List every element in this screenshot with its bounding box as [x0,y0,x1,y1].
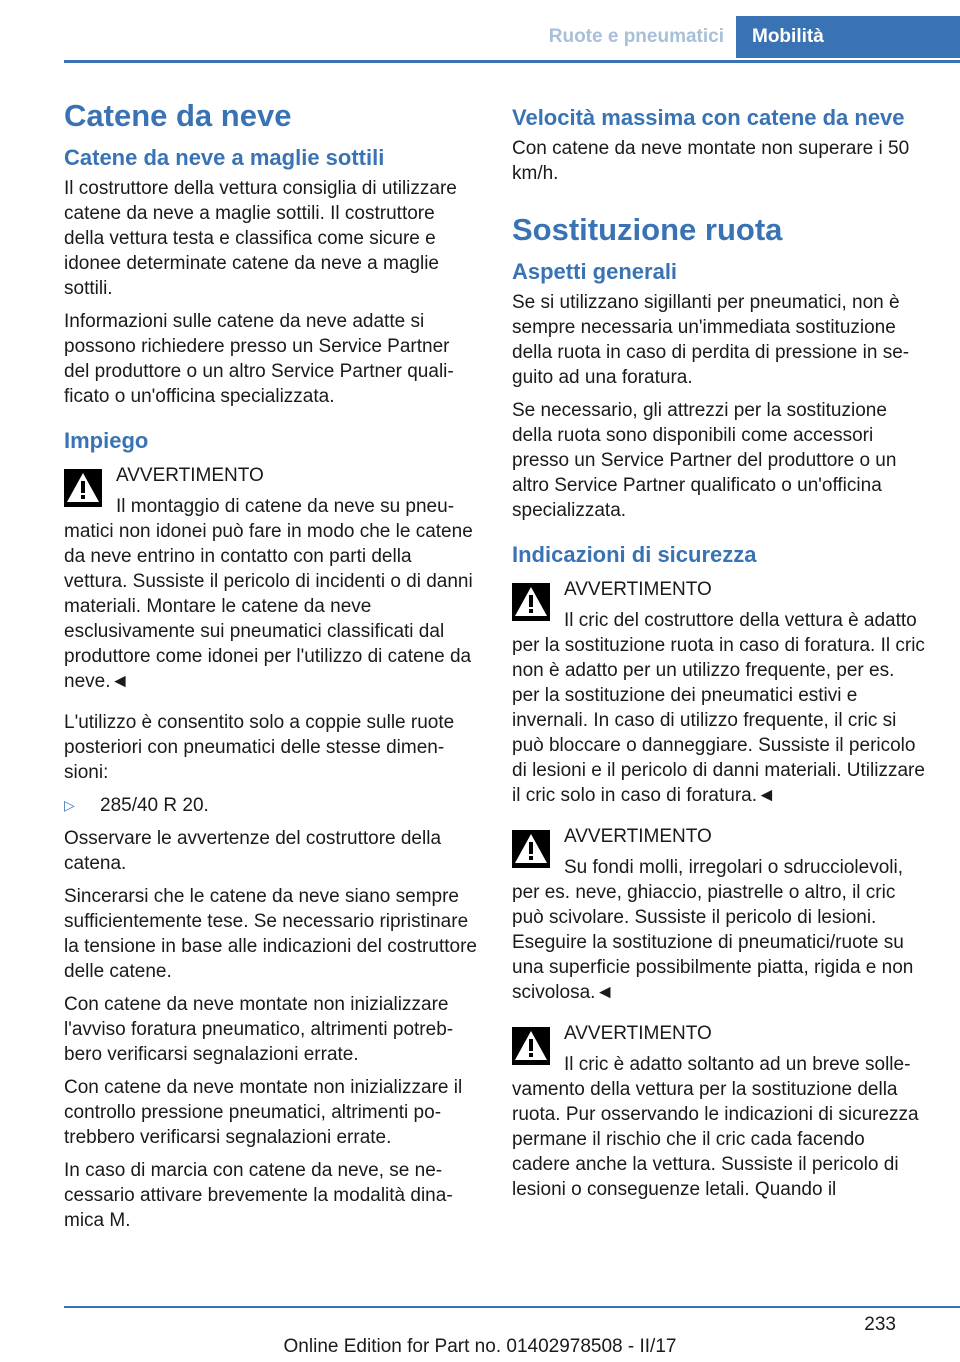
heading-velocita-massima: Velocità massima con catene da neve [512,105,905,130]
heading-indicazioni-sicurezza: Indicazioni di sicurezza [512,542,757,567]
warning-text: Il montaggio di catene da neve su pneumatici non idonei può fare in modo che le catene da neve entrino in contatto con parti della vettura. Sussiste il pericolo di incidenti o di danni materiali. Montare le catene da neve esclusivamente sui pneumatici classificati dal produttore come idonei per l'utilizzo di catene da neve.◄ [64,496,473,692]
warning-title: AVVERTIMENTO [116,465,264,486]
heading-aspetti-generali: Aspetti generali [512,259,678,284]
heading-impiego: Impiego [64,428,149,453]
paragraph: Con catene da neve montate non superare i 50 km/h. [512,138,910,184]
list-item-text: 285/40 R 20. [100,795,209,816]
warning-title: AVVERTIMENTO [564,579,712,600]
page-number: 233 [864,1314,896,1335]
paragraph: L'utilizzo è consentito solo a coppie sulle ruote posteriori con pneumatici delle stesse dimensioni: [64,712,455,783]
footer-rule [64,1306,960,1308]
paragraph: Informazioni sulle catene da neve adatte si possono richiedere presso un Service Partner del produttore o un altro Service Partner qualificato o un'officina specializzata. [64,311,454,407]
warning-triangle-icon [64,469,102,507]
triangle-bullet-icon: ▷ [64,797,75,813]
list-item [64,793,478,818]
paragraph: Il costruttore della vettura consiglia di utilizzare catene da neve a maglie sottili. Il costruttore della vettura testa e classifica come sicure e idonee determinate catene da neve a maglie sottili. [64,178,457,299]
warning-text: Su fondi molli, irregolari o sdrucciolevoli, per es. neve, ghiaccio, piastrelle o altro, il cric può scivolare. Sussiste il pericolo di lesioni. Eseguire la sostituzione di pneumatici/ruote su una superficie possibilmente piatta, rigida e non scivolosa.◄ [512,857,914,1003]
heading-maglie-sottili: Catene da neve a maglie sottili [64,145,385,170]
warning-block [64,463,478,694]
paragraph: Con catene da neve montate non inizializzare l'avviso foratura pneumatico, altrimenti potrebbero verificarsi segnalazioni errate. [64,994,454,1065]
header-tabs [64,0,960,62]
header-rule [64,60,960,63]
paragraph: Con catene da neve montate non inizializzare il controllo pressione pneumatici, altrimenti potrebbero verificarsi segnalazioni errate. [64,1077,463,1148]
warning-text: Il cric del costruttore della vettura è adatto per la sostituzione ruota in caso di foratura. Il cric non è adatto per un utilizzo frequente, per es. per la sostituzione dei pneumatici estivi e invernali. In caso di utilizzo frequente, il cric si può bloccare o danneggiare. Sussiste il pericolo di lesioni e il pericolo di danni materiali. Utilizzare il cric solo in caso di foratura.◄ [512,610,925,806]
warning-triangle-icon [512,830,550,868]
paragraph: Sincerarsi che le catene da neve siano sempre sufficientemente tese. Se necessario ripristinare la tensione in base alle indicazioni del costruttore delle catene. [64,886,477,982]
heading-sostituzione-ruota: Sostituzione ruota [512,212,783,247]
tab-section[interactable]: Ruote e pneumatici [514,16,736,58]
paragraph: Se necessario, gli attrezzi per la sostituzione della ruota sono disponibili come accessori presso un Service Partner del produttore o un altro Service Partner qualificato o un'officina specializzata. [512,400,897,521]
warning-block [512,1021,926,1202]
warning-triangle-icon [512,583,550,621]
warning-triangle-icon [512,1027,550,1065]
paragraph: Se si utilizzano sigillanti per pneumatici, non è sempre necessaria un'immediata sostituzione della ruota in caso di perdita di pressione in seguito ad una foratura. [512,292,910,388]
warning-block [512,824,926,1005]
warning-text: Il cric è adatto soltanto ad un breve sollevamento della vettura per la sostituzione della ruota. Pur osservando le indicazioni di sicurezza permane il rischio che il cric cada facendo cadere anche la vettura. Sussiste il pericolo di lesioni o conseguenze letali. Quando il [512,1054,919,1200]
warning-block [512,577,926,808]
paragraph: Osservare le avvertenze del costruttore della catena. [64,828,442,874]
warning-title: AVVERTIMENTO [564,1023,712,1044]
warning-title: AVVERTIMENTO [564,826,712,847]
heading-catene-da-neve: Catene da neve [64,98,292,133]
left-column [64,96,478,1241]
right-column [512,96,926,1218]
paragraph: In caso di marcia con catene da neve, se necessario attivare brevemente la modalità dinamica M. [64,1160,453,1231]
tab-chapter[interactable]: Mobilità [736,16,960,58]
footer-edition: Online Edition for Part no. 01402978508 - II/17 [283,1336,677,1357]
